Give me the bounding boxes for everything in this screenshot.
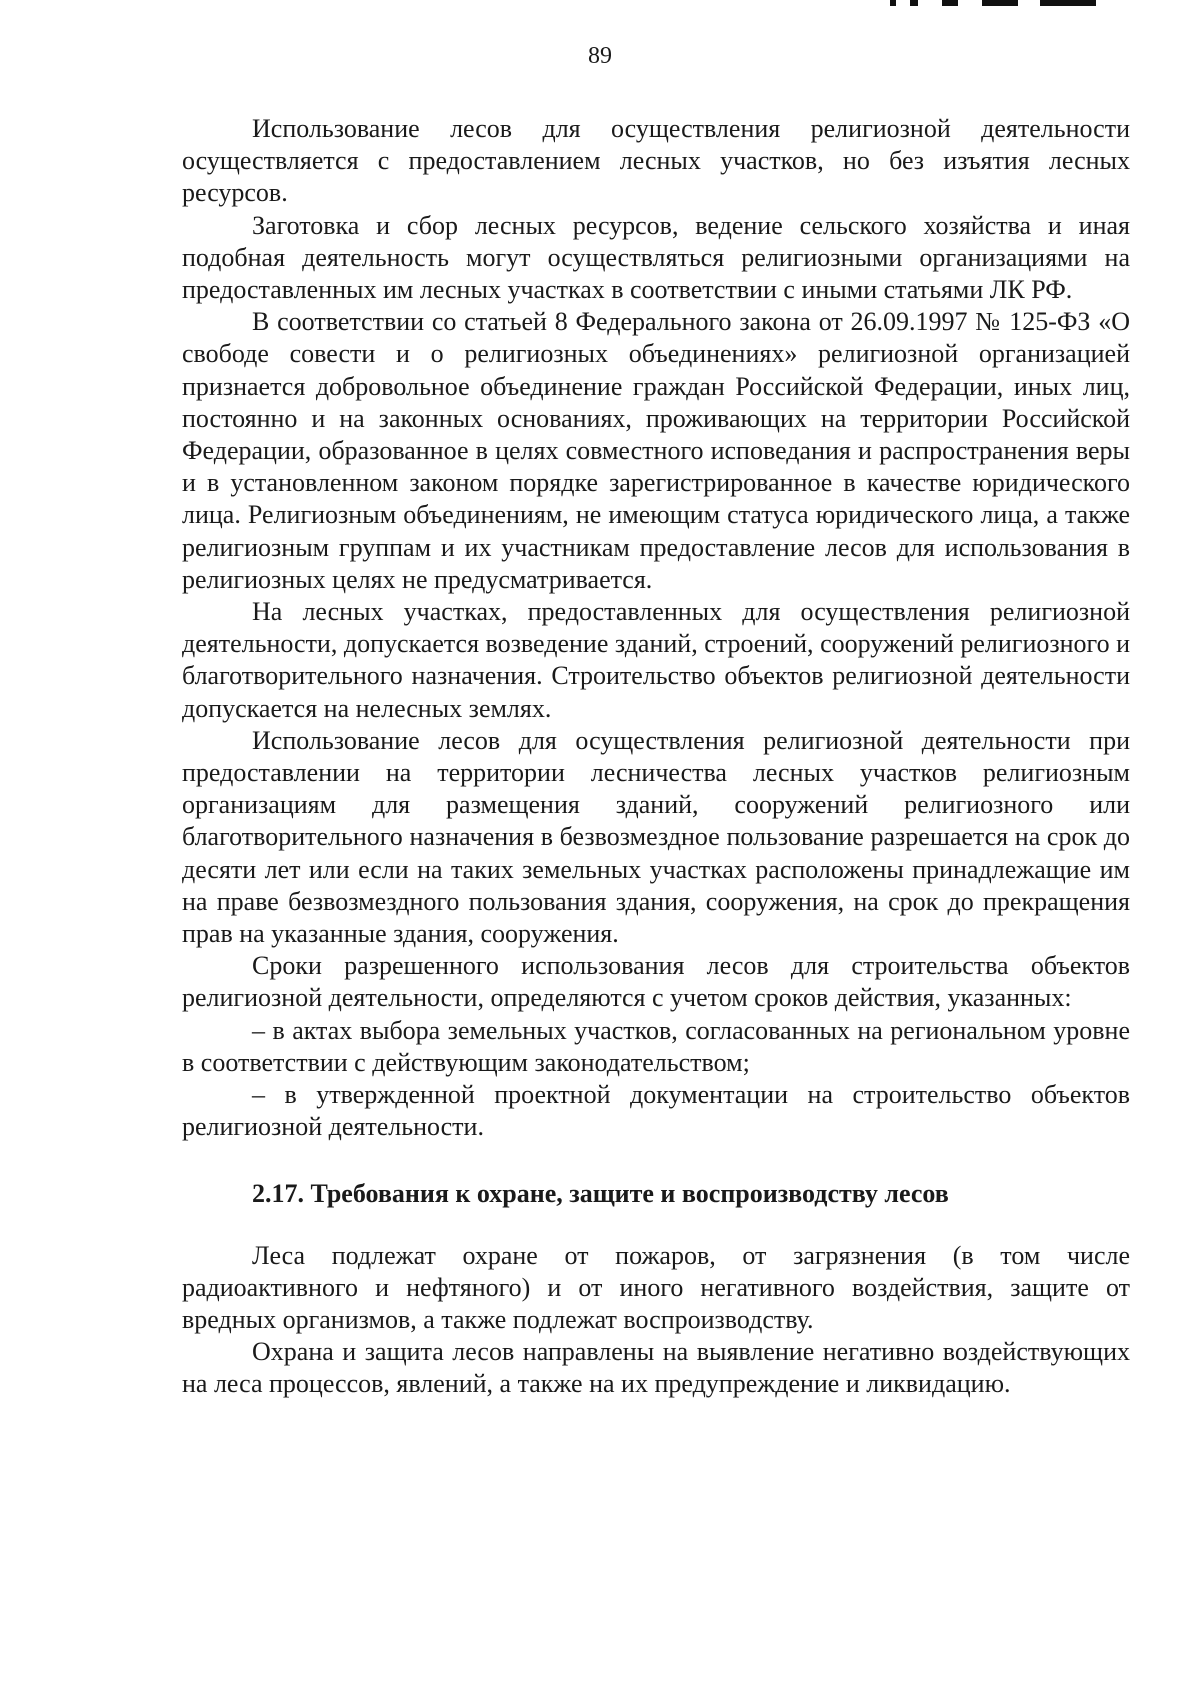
document-body [182, 113, 1130, 1401]
list-item: – в утвержденной проектной документации на строительство объектов религиозной деятельности. [182, 1080, 1130, 1142]
paragraph: Леса подлежат охране от пожаров, от загрязнения (в том числе радиоактивного и нефтяного) и от иного негативного воздействия, защите от вредных организмов, а также подлежат воспроизводству. [182, 1240, 1130, 1334]
paragraph: Заготовка и сбор лесных ресурсов, ведение сельского хозяйства и иная подобная деятельность могут осуществляться религиозными организациями на предоставленных им лесных участках в соответствии с иными статьями ЛК РФ. [182, 210, 1130, 305]
paragraph: В соответствии со статьей 8 Федерального закона от 26.09.1997 № 125-ФЗ «О свободе совести и о религиозных объединениях» религиозной организацией признается добровольное объединение граждан Российской Федерации, иных лиц, постоянно и на законных основаниях, проживающих на территории Российской Федерации, образованное в целях совместного исповедания и распространения веры и в установленном законом порядке зарегистрированное в качестве юридического лица. Религиозным объединениям, не имеющим статуса юридического лица, а также религиозным группам и их участникам предоставление лесов для использования в религиозных целях не предусматривается. [182, 307, 1130, 594]
paragraph: На лесных участках, предоставленных для осуществления религиозной деятельности, допускается возведение зданий, строений, сооружений религиозного и благотворительного назначения. Строительство объектов религиозной деятельности допускается на нелесных землях. [182, 597, 1130, 723]
paragraph: Использование лесов для осуществления религиозной деятельности при предоставлении на территории лесничества лесных участков религиозным организациям для размещения зданий, сооружений религиозного или благотворительного назначения в безвозмездное пользование разрешается на срок до десяти лет или если на таких земельных участках расположены принадлежащие им на праве безвозмездного пользования здания, сооружения, на срок до прекращения прав на указанные здания, сооружения. [182, 725, 1130, 949]
paragraph: Сроки разрешенного использования лесов для строительства объектов религиозной деятельности, определяются с учетом сроков действия, указанных: [182, 951, 1130, 1013]
page-number: 89 [588, 43, 612, 69]
list-item: – в актах выбора земельных участков, согласованных на региональном уровне в соответствии с действующим законодательством; [182, 1015, 1130, 1077]
paragraph: Использование лесов для осуществления религиозной деятельности осуществляется с предоставлением лесных участков, но без изъятия лесных ресурсов. [182, 114, 1130, 208]
section-heading: 2.17. Требования к охране, защите и воспроизводству лесов [252, 1178, 949, 1208]
paragraph: Охрана и защита лесов направлены на выявление негативно воздействующих на леса процессов, явлений, а также на их предупреждение и ликвидацию. [182, 1337, 1130, 1399]
scan-edge-marks [890, 0, 1130, 10]
